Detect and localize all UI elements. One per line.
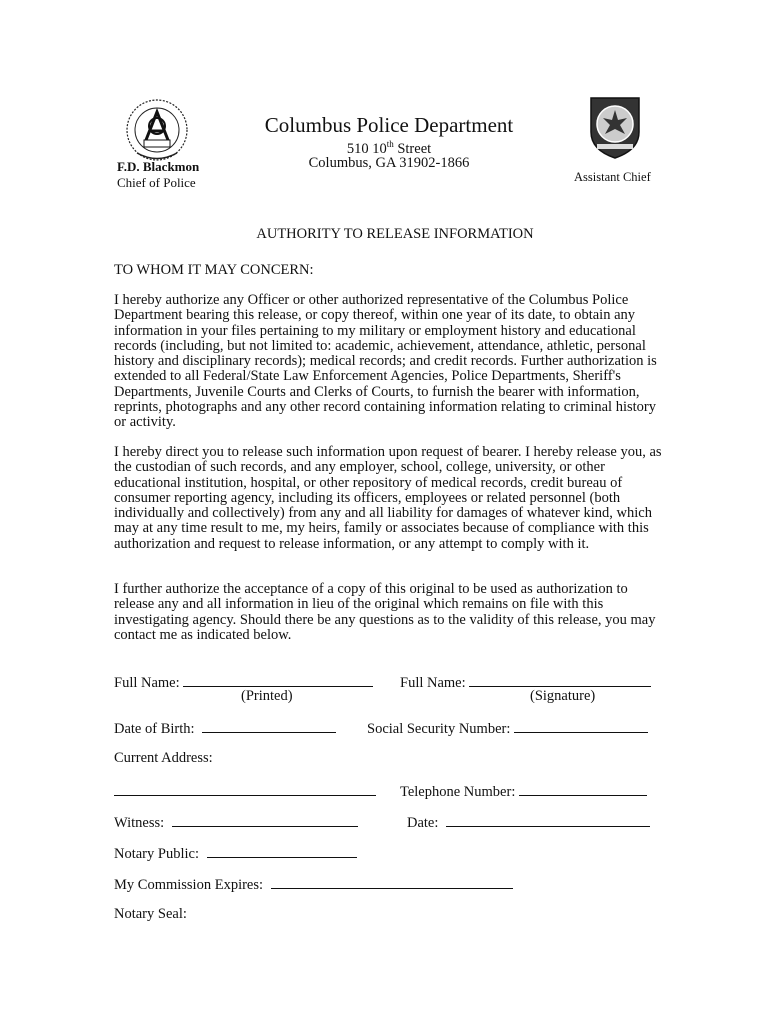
current-address-line[interactable] bbox=[114, 782, 376, 796]
document-title: AUTHORITY TO RELEASE INFORMATION bbox=[256, 226, 534, 242]
full-name-signature-line[interactable] bbox=[469, 673, 651, 687]
paragraph-authorization: I hereby authorize any Officer or other authorized representative of the Columbus Police Department bearing this release, or copy thereof, within one year of its date, to obtain any information in your files pertaining to my military or employment history and educational records (including, but not limited to: academic, achievement, attendance, athletic, personal history and disciplinary records); medical records; and credit records. Further authorization is extended to all Federal/State Law Enforcement Agencies, Police Departments, Sheriff's Departments, Juvenile Courts and Clerks of Courts, to furnish the bearer with information, reprints, photographs and any other record containing information relating to criminal history or activity. bbox=[114, 292, 657, 431]
street-address: 510 10th Street bbox=[346, 139, 432, 157]
full-name-signature-label: Full Name: bbox=[400, 675, 466, 691]
current-address-label: Current Address: bbox=[114, 750, 213, 766]
commission-expires-line[interactable] bbox=[271, 875, 513, 889]
signature-caption: (Signature) bbox=[530, 688, 596, 704]
date-field[interactable] bbox=[407, 813, 650, 832]
date-of-birth-field[interactable] bbox=[114, 719, 336, 738]
commission-expires-field[interactable] bbox=[114, 875, 513, 894]
assistant-chief-title: Assistant Chief bbox=[574, 170, 651, 184]
notary-seal-label: Notary Seal: bbox=[114, 906, 187, 922]
salutation: TO WHOM IT MAY CONCERN: bbox=[114, 262, 314, 278]
notary-public-label: Notary Public: bbox=[114, 846, 199, 862]
paragraph-release: I hereby direct you to release such information upon request of bearer. I hereby release you, as the custodian of such records, and any employer, school, college, university, or other educational institution, hospital, or other repository of medical records, credit bureau of consumer reporting agency, including its officers, employees or related personnel (both individually and collectively) from any and all liability for damages of whatever kind, which may at any time result to me, my heirs, family or associates because of compliance with this authorization and request to release information, or any attempt to comply with it. bbox=[114, 444, 662, 552]
commission-expires-label: My Commission Expires: bbox=[114, 877, 264, 893]
date-of-birth-line[interactable] bbox=[202, 719, 336, 733]
ssn-field[interactable] bbox=[367, 719, 648, 738]
department-title: Columbus Police Department bbox=[264, 113, 514, 137]
date-of-birth-label: Date of Birth: bbox=[114, 721, 195, 737]
ssn-line[interactable] bbox=[514, 719, 648, 733]
notary-public-field[interactable] bbox=[114, 844, 357, 863]
city-address: Columbus, GA 31902-1866 bbox=[308, 155, 470, 171]
full-name-printed-line[interactable] bbox=[183, 673, 373, 687]
notary-public-line[interactable] bbox=[207, 844, 357, 858]
ssn-label: Social Security Number: bbox=[367, 721, 511, 737]
witness-field[interactable] bbox=[114, 813, 358, 832]
date-line[interactable] bbox=[446, 813, 650, 827]
telephone-label: Telephone Number: bbox=[400, 784, 516, 800]
date-label: Date: bbox=[407, 815, 439, 831]
witness-label: Witness: bbox=[114, 815, 165, 831]
printed-caption: (Printed) bbox=[241, 688, 293, 704]
full-name-printed-label: Full Name: bbox=[114, 675, 180, 691]
telephone-field[interactable] bbox=[400, 782, 647, 801]
paragraph-copy-acceptance: I further authorize the acceptance of a copy of this original to be used as authorization to release any and all information in lieu of the original which remains on file with this investigating agency. Should there be any questions as to the validity of this release, you may contact me as indicated below. bbox=[114, 581, 656, 643]
telephone-line[interactable] bbox=[519, 782, 647, 796]
witness-line[interactable] bbox=[172, 813, 358, 827]
full-name-signature-field[interactable] bbox=[400, 673, 651, 692]
chief-name: F.D. Blackmon bbox=[117, 159, 200, 174]
chief-title: Chief of Police bbox=[117, 175, 196, 190]
